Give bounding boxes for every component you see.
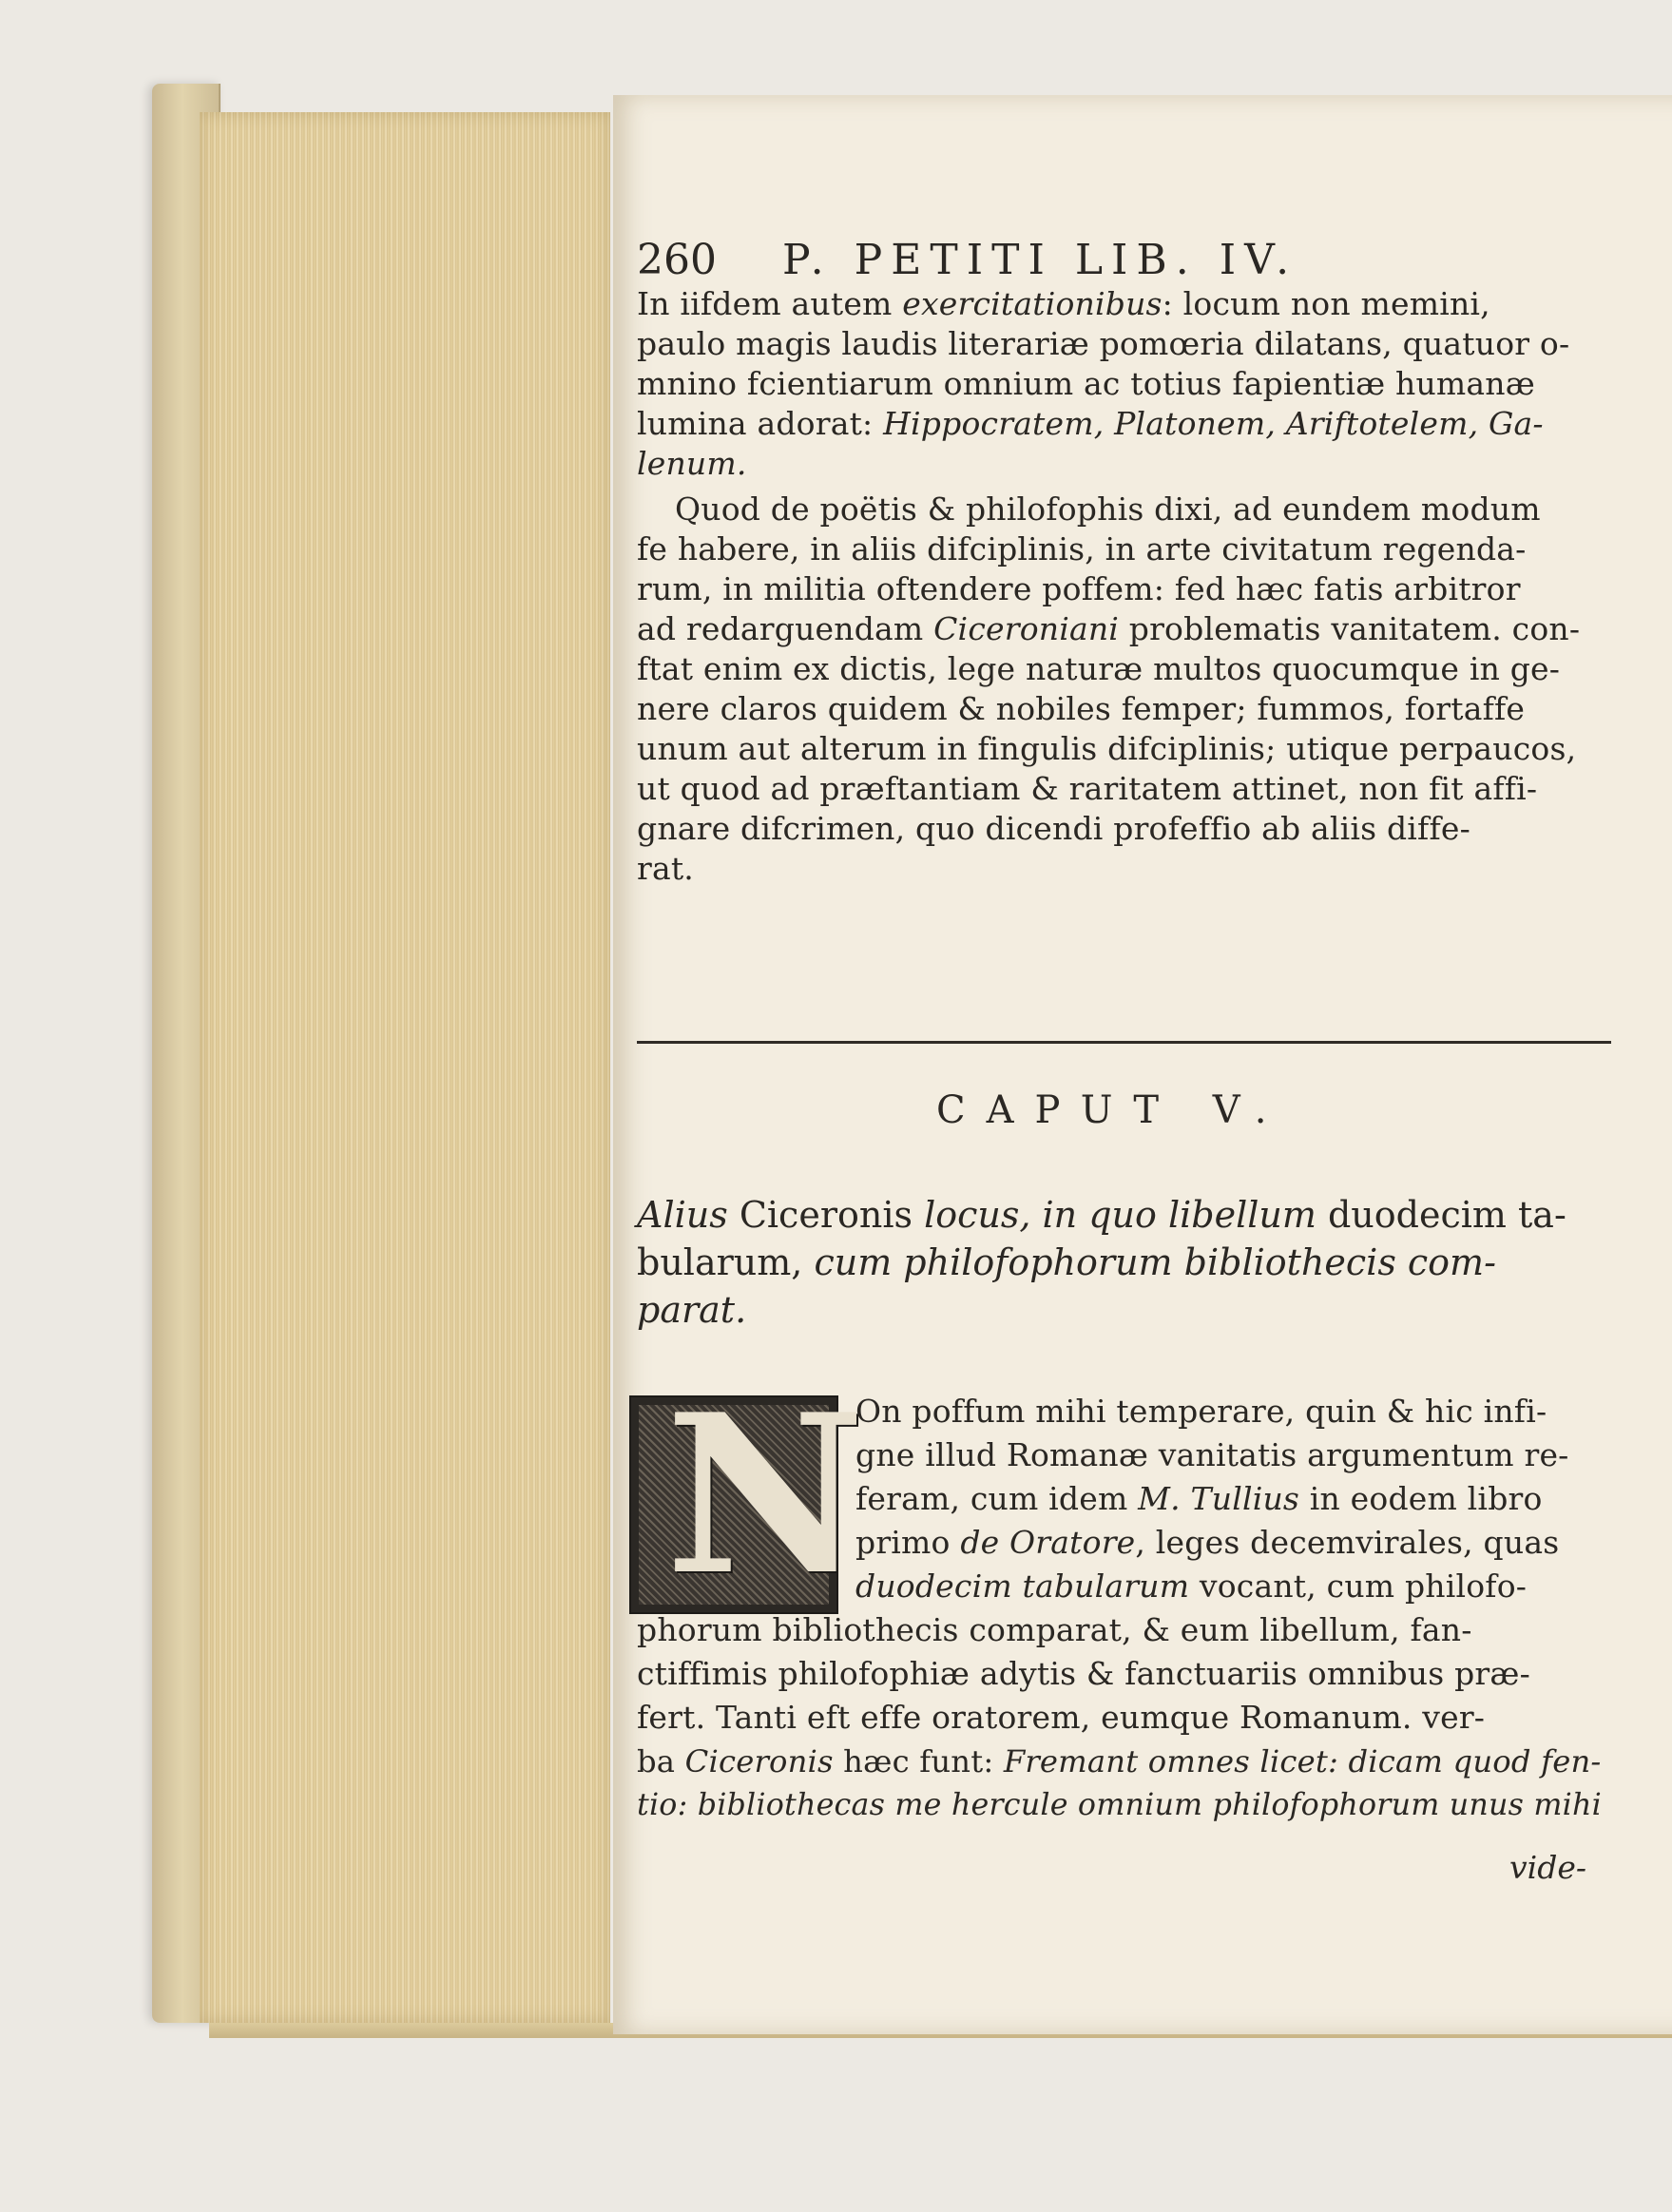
text-run: ftat enim ex dictis, lege naturæ multos quocumque in ge- [637,650,1561,687]
chapter-summary [637,1193,1606,1345]
text-line [637,810,1470,848]
page-number: 260 [637,236,717,284]
text-run: ad redarguendam [637,610,934,647]
text-run: paulo magis laudis literariæ pomœria dilatans, quatuor o- [637,325,1570,362]
text-run: problematis vanitatem. con- [1119,610,1581,647]
chapter-body-text [637,1393,1606,1839]
text-line [637,445,747,483]
text-run: Ciceroniani [933,610,1120,647]
text-run: in eodem libro [1299,1480,1543,1517]
text-run: rat. [637,850,695,887]
text-run: In iifdem autem [637,285,903,322]
text-run: exercitationibus [902,285,1163,322]
text-run: ut quod ad præftantiam & raritatem attinet, non fit affi- [637,770,1538,807]
text-line [855,1524,1559,1562]
text-run: gne illud Romanæ vanitatis argumentum re- [855,1436,1569,1473]
catchword: vide- [1509,1849,1587,1886]
text-line [637,1655,1530,1693]
text-line [637,730,1576,768]
text-run: Ciceronis [684,1743,834,1779]
text-run: de Oratore [960,1524,1136,1561]
text-run: nere claros quidem & nobiles femper; fummos, fortaffe [637,690,1526,727]
summary-line [637,1193,1566,1237]
text-line [675,490,1541,529]
text-run: primo [855,1524,961,1561]
text-line [637,285,1490,323]
text-run: On poffum mihi temperare, quin & hic infi- [855,1393,1547,1430]
text-run: gnare difcrimen, quo dicendi profeffio ab aliis diffe- [637,810,1470,847]
text-run: cum philofophorum bibliothecis com- [814,1241,1496,1283]
text-line [637,405,1544,443]
text-run: duodecim ta- [1316,1194,1566,1236]
text-run: Quod de poëtis & philofophis dixi, ad eundem modum [675,490,1541,528]
text-run: M. Tullius [1138,1480,1300,1517]
text-run: lenum. [637,445,747,482]
text-line [637,1742,1601,1780]
body-text [637,285,1606,989]
text-run: parat. [637,1289,747,1331]
section-rule [637,1041,1611,1044]
text-run: unum aut alterum in fingulis difciplinis; utique perpaucos, [637,730,1577,767]
text-run: tio: bibliothecas me hercule omnium philofophorum unus mihi [637,1788,1602,1822]
text-run: ba [637,1743,685,1779]
text-run: Fremant omnes licet: dicam quod fen- [1003,1743,1602,1779]
text-run: : locum non memini, [1162,285,1490,322]
text-line [637,570,1521,608]
text-line [637,1786,1602,1824]
text-line [637,850,694,888]
text-line [637,530,1527,568]
text-line [637,365,1535,403]
text-line [855,1393,1547,1431]
text-line [637,650,1560,688]
text-run: duodecim tabularum [855,1568,1190,1605]
text-run: bularum, [637,1241,815,1283]
text-line [637,1611,1472,1649]
text-run: ctiffimis philofophiæ adytis & fanctuariis omnibus præ- [637,1655,1530,1692]
text-line [637,610,1580,648]
text-run: vocant, cum philofo- [1189,1568,1528,1605]
running-title: P. PETITI LIB. IV. [781,236,1298,284]
text-line [637,325,1569,363]
text-run: mnino fcientiarum omnium ac totius fapientiæ humanæ [637,365,1535,402]
summary-line [637,1241,1496,1284]
text-run: locus, in quo libellum [924,1194,1316,1236]
text-run: hæc funt: [833,1743,1004,1779]
text-run: , leges decemvirales, quas [1135,1524,1560,1561]
text-line [637,770,1537,808]
text-run: phorum bibliothecis comparat, & eum libellum, fan- [637,1611,1472,1648]
text-line [637,690,1525,728]
summary-line [637,1288,746,1332]
text-run: Hippocratem, Platonem, Ariftotelem, Ga- [883,405,1544,442]
text-run: lumina adorat: [637,405,884,442]
text-line [855,1436,1569,1474]
text-run: fert. Tanti eft effe oratorem, eumque Romanum. ver- [637,1699,1486,1736]
text-run: rum, in militia oftendere poffem: fed hæc fatis arbitror [637,570,1521,607]
drop-cap-letter: N [665,1367,866,1624]
text-run: Alius [637,1194,728,1236]
text-run: fe habere, in aliis difciplinis, in arte civitatum regenda- [637,530,1527,567]
text-line [855,1568,1527,1606]
text-run: Ciceronis [727,1194,925,1236]
text-run: feram, cum idem [855,1480,1139,1517]
page-edges [200,112,610,2023]
text-line [637,1699,1485,1737]
chapter-heading: CAPUT V. [936,1088,1288,1132]
running-header [637,236,1297,284]
text-line [855,1480,1543,1518]
